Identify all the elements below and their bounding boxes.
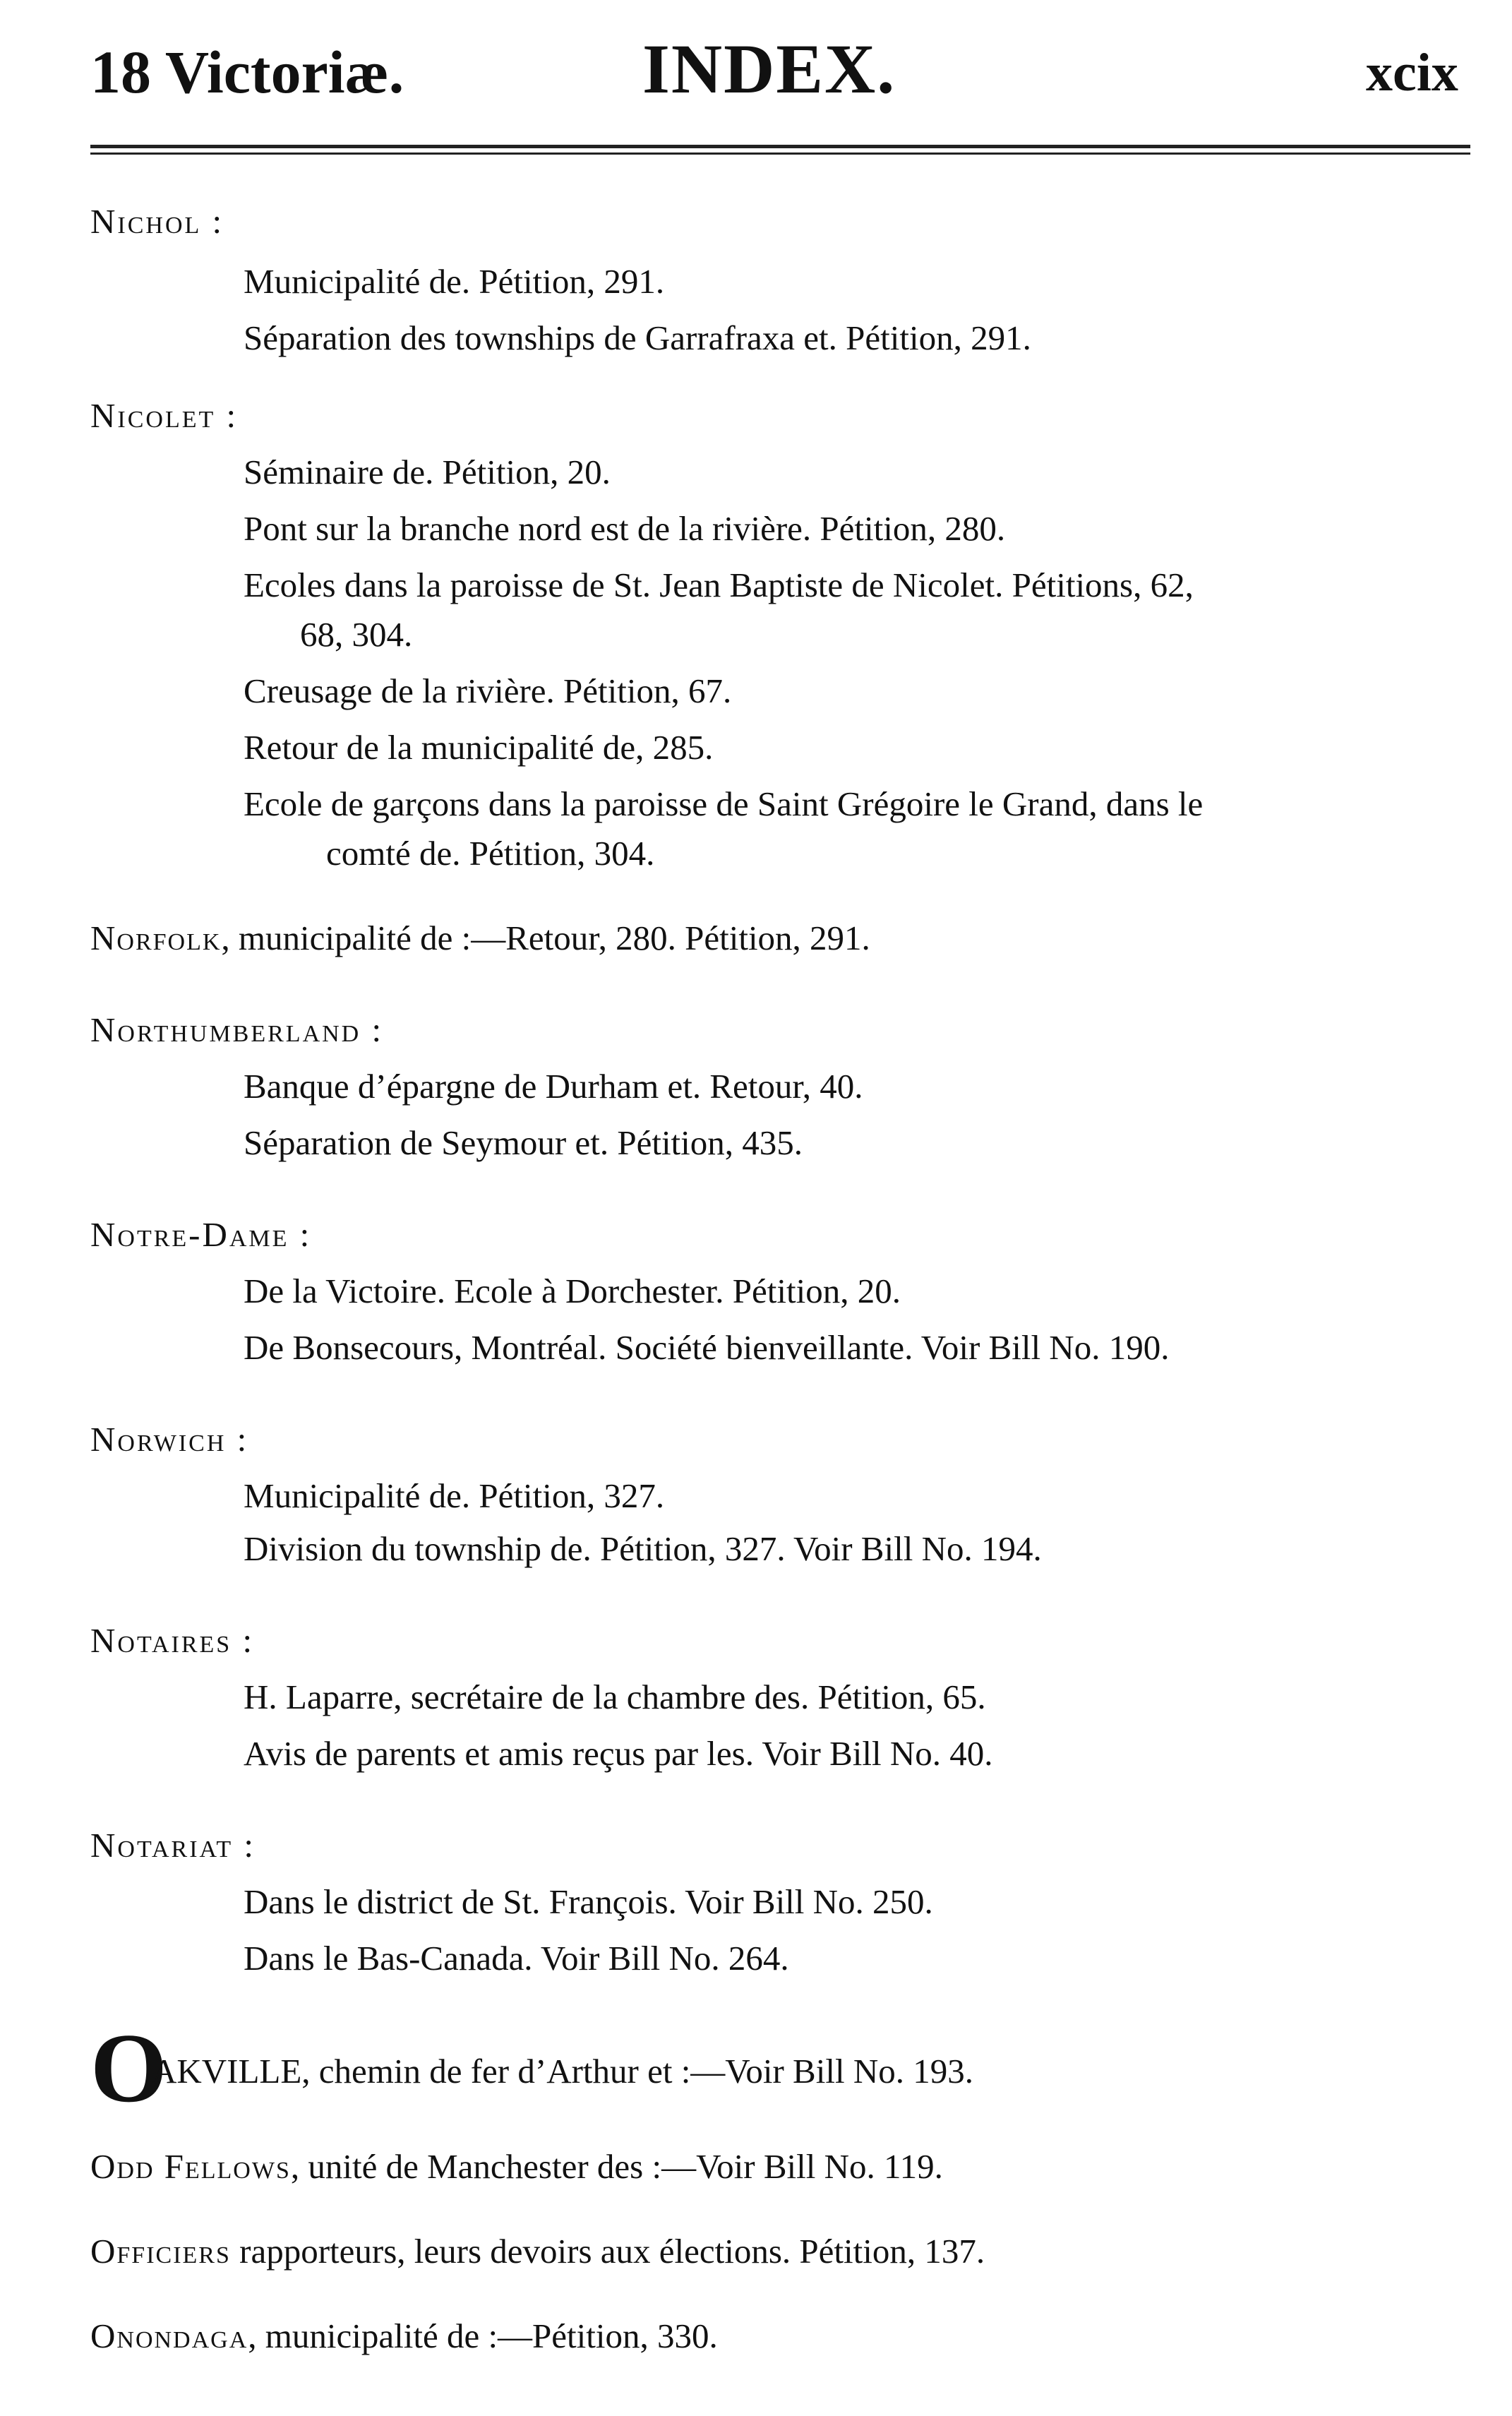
entry-heading-notre-dame: Notre-Dame : bbox=[90, 1215, 312, 1254]
entry-text: rapporteurs, leurs devoirs aux élections. Pétition, 137. bbox=[230, 2232, 985, 2271]
entry-odd-fellows bbox=[90, 2146, 943, 2187]
entry-heading-nicolet: Nicolet : bbox=[90, 396, 239, 435]
subentry: Ecole de garçons dans la paroisse de Saint Grégoire le Grand, dans le bbox=[244, 784, 1204, 823]
subentry: Ecoles dans la paroisse de St. Jean Baptiste de Nicolet. Pétitions, 62, bbox=[244, 566, 1194, 604]
subentry: Retour de la municipalité de, 285. bbox=[244, 728, 714, 767]
subentry: Séparation des townships de Garrafraxa et. Pétition, 291. bbox=[244, 318, 1031, 357]
subentry: Creusage de la rivière. Pétition, 67. bbox=[244, 671, 732, 710]
entry-heading-notariat: Notariat : bbox=[90, 1826, 256, 1865]
subentry: Division du township de. Pétition, 327. Voir Bill No. 194. bbox=[244, 1529, 1042, 1568]
subentry: H. Laparre, secrétaire de la chambre des. Pétition, 65. bbox=[244, 1678, 986, 1716]
subentry: De Bonsecours, Montréal. Société bienveillante. Voir Bill No. 190. bbox=[244, 1328, 1170, 1367]
entry-onondaga bbox=[90, 2316, 718, 2356]
header-page-number: xcix bbox=[1366, 43, 1458, 102]
entry-name: Officiers bbox=[90, 2232, 231, 2271]
subentry: Dans le district de St. François. Voir Bill No. 250. bbox=[244, 1882, 933, 1921]
subentry-continuation: comté de. Pétition, 304. bbox=[326, 834, 655, 873]
subentry: Dans le Bas-Canada. Voir Bill No. 264. bbox=[244, 1939, 789, 1978]
header-title: INDEX. bbox=[642, 30, 896, 108]
entry-heading-northumberland: Northumberland : bbox=[90, 1010, 384, 1049]
subentry: Avis de parents et amis reçus par les. Voir Bill No. 40. bbox=[244, 1734, 993, 1773]
entry-text: , municipalité de :—Retour, 280. Pétition, 291. bbox=[221, 919, 870, 957]
subentry: Séparation de Seymour et. Pétition, 435. bbox=[244, 1123, 803, 1162]
entry-heading-notaires: Notaires : bbox=[90, 1621, 255, 1660]
entry-oakville: AKVILLE, chemin de fer d’Arthur et :—Voir Bill No. 193. bbox=[152, 2052, 973, 2091]
subentry: Séminaire de. Pétition, 20. bbox=[244, 453, 611, 491]
entry-name: Onondaga bbox=[90, 2316, 248, 2355]
subentry: Banque d’épargne de Durham et. Retour, 40. bbox=[244, 1067, 863, 1106]
entry-norfolk bbox=[90, 918, 870, 958]
subentry: De la Victoire. Ecole à Dorchester. Pétition, 20. bbox=[244, 1272, 901, 1310]
entry-name: Odd Fellows bbox=[90, 2147, 291, 2186]
entry-officiers bbox=[90, 2231, 985, 2271]
subentry: Pont sur la branche nord est de la rivière. Pétition, 280. bbox=[244, 509, 1006, 548]
subentry-continuation: 68, 304. bbox=[300, 615, 413, 654]
entry-heading-norwich: Norwich : bbox=[90, 1420, 249, 1459]
drop-cap-initial: O bbox=[90, 2014, 167, 2123]
subentry: Municipalité de. Pétition, 327. bbox=[244, 1476, 665, 1515]
entry-heading-nichol: Nichol : bbox=[90, 202, 224, 241]
header-volume: 18 Victoriæ. bbox=[90, 38, 404, 106]
entry-text: , municipalité de :—Pétition, 330. bbox=[248, 2316, 718, 2355]
entry-text: , unité de Manchester des :—Voir Bill No. 119. bbox=[290, 2147, 943, 2186]
entry-name: Norfolk bbox=[90, 919, 222, 957]
subentry: Municipalité de. Pétition, 291. bbox=[244, 262, 665, 301]
